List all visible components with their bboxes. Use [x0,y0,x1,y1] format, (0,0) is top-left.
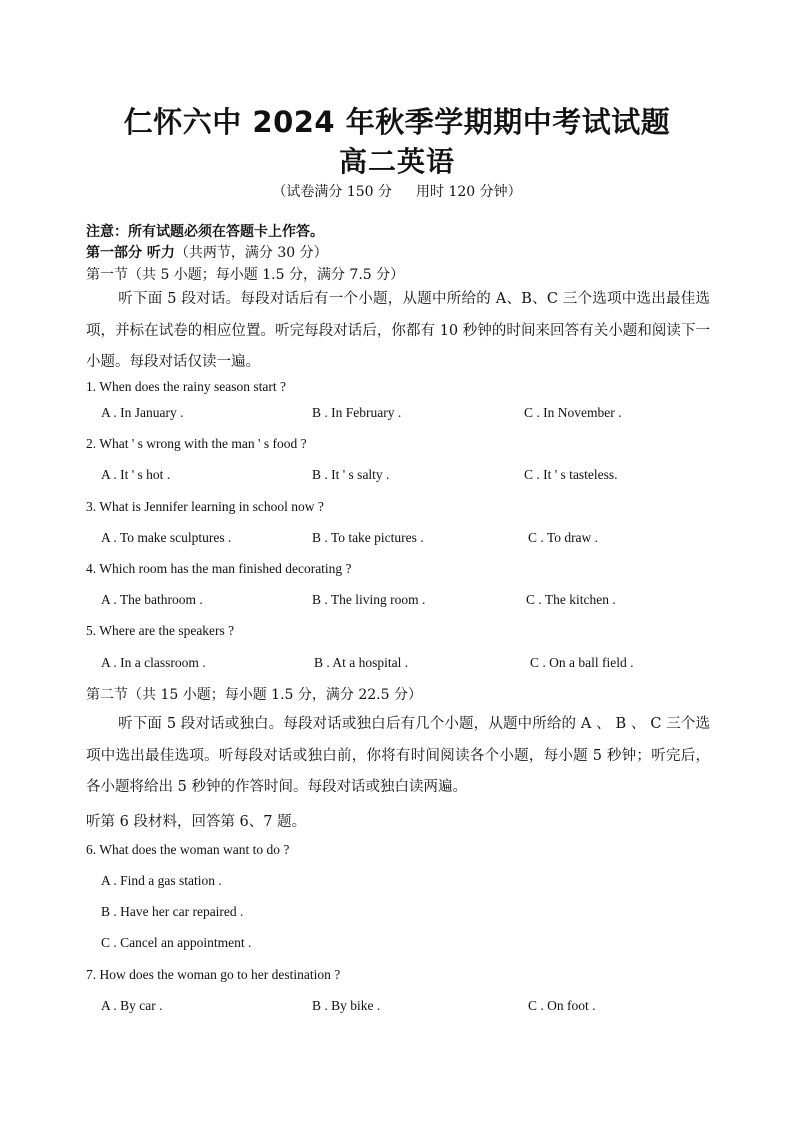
section1-instructions [86,284,710,379]
question-5: 5. Where are the speakers ? [86,623,235,638]
q1-option-c: C . In November . [524,405,622,420]
q7-option-b: B . By bike . [312,998,381,1013]
q1-option-a: A . In January . [101,405,184,420]
q2-option-b: B . It ' s salty . [312,467,390,482]
question-4: 4. Which room has the man finished decorating ? [86,561,352,576]
part1-heading [86,242,328,262]
q6-option-c: C . Cancel an appointment . [101,935,252,950]
section2-heading: 第二节（共 15 小题；每小题 1.5 分，满分 22.5 分） [86,687,422,703]
section1-heading: 第一节（共 5 小题；每小题 1.5 分，满分 7.5 分） [86,267,405,283]
q5-option-c: C . On a ball field . [530,655,634,670]
question-7: 7. How does the woman go to her destination ? [86,967,341,982]
q7-option-c: C . On foot . [528,998,596,1013]
notice: 注意：所有试题必须在答题卡上作答。 [86,224,324,240]
q4-option-c: C . The kitchen . [526,592,616,607]
q4-option-b: B . The living room . [312,592,426,607]
part1-heading-bold: 第一部分 听力 [86,245,175,261]
question-6: 6. What does the woman want to do ? [86,842,290,857]
q4-option-a: A . The bathroom . [101,592,203,607]
material-6-heading: 听第 6 段材料，回答第 6、7 题。 [86,814,307,830]
part1-heading-rest: （共两节，满分 30 分） [174,245,328,261]
q3-option-a: A . To make sculptures . [101,530,232,545]
q7-option-a: A . By car . [101,998,163,1013]
subject-title: 高二英语 [338,145,455,178]
section2-instructions-text: 听下面 5 段对话或独白。每段对话或独白后有几个小题，从题中所给的 A 、 B 、 C 三个选项中选出最佳选项。听每段对话或独白前，你将有时间阅读各个小题，每小题 5 秒钟；听完后，各小题将给出 5 秒钟的作答时间。每段对话或独白读两遍。 [86,716,710,795]
time-limit-text: 用时 120 分钟） [416,184,522,200]
q1-option-b: B . In February . [312,405,402,420]
q2-option-a: A . It ' s hot . [101,467,171,482]
q5-option-a: A . In a classroom . [101,655,206,670]
q3-option-c: C . To draw . [528,530,599,545]
exam-meta [0,181,794,201]
full-score-text: （试卷满分 150 分 [272,184,392,200]
question-3: 3. What is Jennifer learning in school now ? [86,499,324,514]
exam-title: 仁怀六中 2024 年秋季学期期中考试试题 [123,105,671,139]
question-1: 1. When does the rainy season start ? [86,379,286,394]
section2-instructions [86,709,710,804]
q6-option-a: A . Find a gas station . [101,873,222,888]
section1-instructions-text: 听下面 5 段对话。每段对话后有一个小题，从题中所给的 A、B、C 三个选项中选出最佳选项，并标在试卷的相应位置。听完每段对话后，你都有 10 秒钟的时间来回答有关小题和阅读下一小题。每段对话仅读一遍。 [86,291,710,370]
q6-option-b: B . Have her car repaired . [101,904,244,919]
q3-option-b: B . To take pictures . [312,530,424,545]
question-2: 2. What ' s wrong with the man ' s food ? [86,436,307,451]
q2-option-c: C . It ' s tasteless. [524,467,618,482]
q5-option-b: B . At a hospital . [314,655,409,670]
